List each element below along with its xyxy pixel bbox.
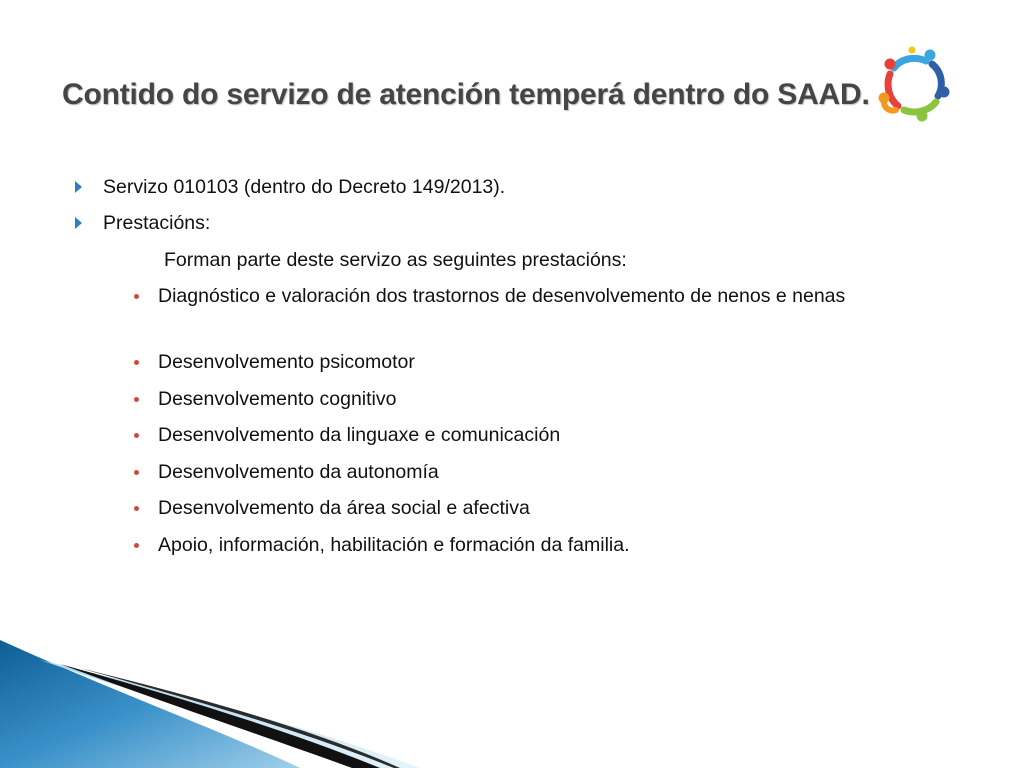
- dot-icon: [134, 470, 139, 475]
- list-item-text: Desenvolvemento da área social e afectiva: [158, 497, 530, 519]
- level1-item-text: Servizo 010103 (dentro do Decreto 149/2013).: [103, 176, 506, 198]
- list-item-text: Apoio, información, habilitación e formación da familia.: [158, 534, 630, 556]
- slide-title: Contido do servizo de atención temperá dentro do SAAD.: [62, 78, 870, 111]
- list-item: [158, 282, 948, 311]
- dot-icon: [134, 360, 139, 365]
- list-item: [158, 458, 948, 487]
- level1-item-text: Prestacións:: [103, 212, 211, 234]
- list-item: [158, 385, 948, 414]
- list-item-text: Desenvolvemento da linguaxe e comunicación: [158, 424, 561, 446]
- level1-item: [103, 212, 210, 235]
- dot-icon: [134, 294, 139, 299]
- people-circle-logo: [876, 46, 954, 122]
- level1-item: [103, 176, 505, 199]
- intro-text: Forman parte deste servizo as seguintes prestacións:: [164, 249, 627, 271]
- list-item: [158, 348, 948, 377]
- list-item-text: Desenvolvemento cognitivo: [158, 388, 397, 410]
- list-item: [158, 421, 948, 450]
- dot-icon: [134, 506, 139, 511]
- dot-icon: [134, 433, 139, 438]
- list-item: [158, 494, 948, 523]
- list-item-text: Diagnóstico e valoración dos trastornos de desenvolvemento de nenos e nenas: [158, 285, 846, 307]
- dot-icon: [134, 543, 139, 548]
- list-item-text: Desenvolvemento da autonomía: [158, 461, 439, 483]
- dot-icon: [134, 397, 139, 402]
- list-item-text: Desenvolvemento psicomotor: [158, 351, 415, 373]
- list-item: [158, 531, 948, 560]
- triangle-arrow-icon: [75, 181, 82, 193]
- triangle-arrow-icon: [75, 217, 82, 229]
